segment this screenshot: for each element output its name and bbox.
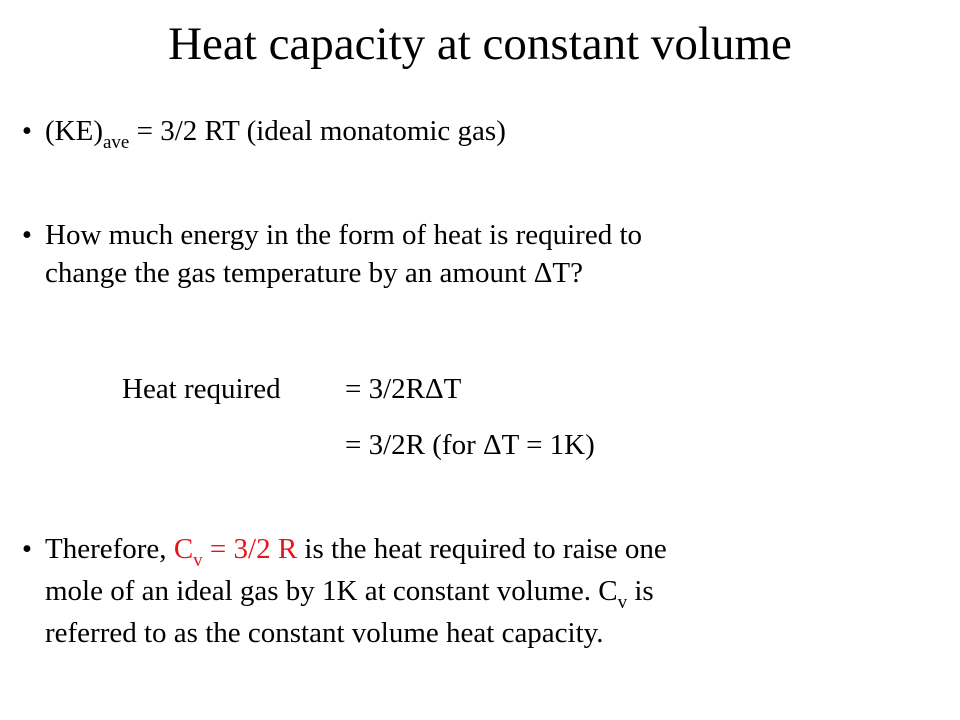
therefore-text: Therefore, [45,533,174,565]
line2-end: is [627,575,654,607]
cv-subscript: v [193,550,203,571]
bullet-dot: • [21,115,33,147]
bullet-text [45,112,905,154]
bullet-dot: • [21,219,33,251]
line1-rest: is the heat required to raise one [297,533,667,565]
ke-subscript: ave [102,132,130,153]
heat-required-equation-1: = 3/2RΔT [345,373,462,405]
bullet-line-3: referred to as the constant volume heat capacity. [45,617,604,649]
cv-symbol: C [173,533,194,565]
line2-text: mole of an ideal gas by 1K at constant volume. C [45,575,618,607]
cv-value: = 3/2 R [202,533,298,565]
ke-equation: = 3/2 RT (ideal monatomic gas) [129,115,506,147]
bullet-line-2 [45,572,905,614]
bullet-line-1: How much energy in the form of heat is required to [45,219,643,251]
cv-subscript: v [617,592,628,613]
bullet-line [45,112,905,154]
bullet-line-2: change the gas temperature by an amount ΔT? [45,257,584,289]
ke-symbol: (KE) [45,115,103,147]
heat-required-equation-2: = 3/2R (for ΔT = 1K) [345,429,595,461]
slide-title: Heat capacity at constant volume [168,18,792,70]
heat-required-label: Heat required [122,373,281,405]
cv-highlight [173,533,298,571]
bullet-dot: • [21,533,33,565]
bullet-text [45,530,905,652]
bullet-text [45,216,905,292]
bullet-line-1 [45,530,905,572]
